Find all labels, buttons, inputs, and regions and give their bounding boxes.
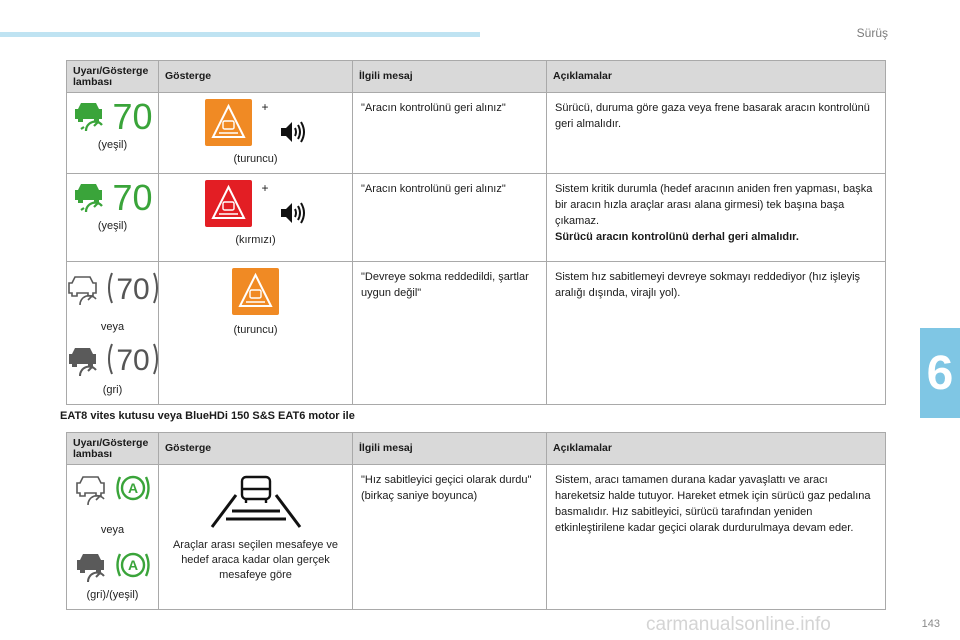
notes-cell: Sistem, aracı tamamen durana kadar yavaşlattı ve aracı hareketsiz halde tutuyor. Hareket etmek için sürücü gaz pedalına basmalıdır. Hız sabitleyici, sürücü tarafından yeniden etkinleştirilene kadar geçici olarak durdurulmaya devam eder. bbox=[547, 465, 886, 610]
lamp-caption: (gri) bbox=[102, 384, 123, 396]
display-caption: Araçlar arası seçilen mesafeye ve hedef araca kadar olan gerçek mesafeye göre bbox=[172, 539, 339, 581]
table-row bbox=[67, 465, 886, 610]
warning-vehicle-icon bbox=[232, 268, 279, 315]
col-header-notes: Açıklamalar bbox=[547, 433, 886, 465]
speed-70-text: 70 bbox=[115, 344, 150, 377]
message-cell: "Aracın kontrolünü geri alınız" bbox=[353, 174, 547, 262]
col-header-lamp: Uyarı/Gösterge lambası bbox=[67, 433, 159, 465]
page-number: 143 bbox=[921, 618, 940, 630]
col-header-notes: Açıklamalar bbox=[547, 61, 886, 93]
table-header-row bbox=[67, 433, 886, 465]
auto-hold-letter: A bbox=[127, 557, 138, 573]
note-text: Sistem hız sabitlemeyi devreye sokmayı reddediyor (hız işleyiş aralığı dışında, virajlı yol). bbox=[555, 271, 861, 299]
speed-setting-outline bbox=[106, 341, 160, 382]
lamp-cell bbox=[67, 93, 159, 174]
display-cell bbox=[159, 262, 353, 405]
auto-hold-icon bbox=[114, 471, 152, 510]
col-header-message: İlgili mesaj bbox=[353, 61, 547, 93]
speed-setting: 70 bbox=[112, 177, 153, 218]
note-bold-text: Sürücü aracın kontrolünü derhal geri almalıdır. bbox=[555, 231, 799, 243]
distance-icon bbox=[206, 522, 306, 534]
cruise-control-icon bbox=[72, 101, 106, 133]
notes-cell bbox=[547, 262, 886, 405]
top-accent-bar bbox=[0, 32, 480, 37]
plus-sign: + bbox=[261, 100, 269, 114]
message-cell: "Aracın kontrolünü geri alınız" bbox=[353, 93, 547, 174]
lamp-caption: (yeşil) bbox=[97, 220, 128, 232]
lamp-cell bbox=[67, 174, 159, 262]
table-row bbox=[67, 262, 886, 405]
section-label: Sürüş bbox=[856, 26, 888, 40]
col-header-display: Gösterge bbox=[159, 61, 353, 93]
warning-vehicle-icon bbox=[205, 180, 252, 227]
note-text: Sistem kritik durumla (hedef aracının aniden fren yapması, başka bir aracın hızla araçlar arası alana girmesi) tek başına başa çıkamaz. bbox=[555, 183, 873, 227]
speed-70-text: 70 bbox=[115, 273, 150, 306]
warning-vehicle-icon bbox=[205, 99, 252, 146]
display-cell bbox=[159, 174, 353, 262]
auto-hold-icon bbox=[114, 548, 152, 587]
display-cell bbox=[159, 465, 353, 610]
col-header-display: Gösterge bbox=[159, 433, 353, 465]
or-text: veya bbox=[100, 321, 125, 333]
lamp-cell bbox=[67, 262, 159, 405]
plus-sign: + bbox=[261, 181, 269, 195]
speed-setting-outline bbox=[106, 270, 160, 311]
table-row bbox=[67, 93, 886, 174]
subheading: EAT8 vites kutusu veya BlueHDi 150 S&S EAT6 motor ile bbox=[60, 410, 355, 422]
display-cell bbox=[159, 93, 353, 174]
cruise-control-icon bbox=[74, 552, 108, 584]
table-header-row bbox=[67, 61, 886, 93]
or-text: veya bbox=[100, 524, 125, 536]
speaker-icon bbox=[278, 199, 306, 227]
col-header-lamp: Uyarı/Gösterge lambası bbox=[67, 61, 159, 93]
watermark: carmanualsonline.info bbox=[646, 614, 831, 635]
message-cell: "Devreye sokma reddedildi, şartlar uygun değil" bbox=[353, 262, 547, 405]
cruise-control-icon bbox=[72, 182, 106, 214]
display-caption: (turuncu) bbox=[233, 324, 278, 336]
table-row bbox=[67, 174, 886, 262]
chapter-tab: 6 bbox=[920, 328, 960, 418]
warning-table-1 bbox=[66, 60, 886, 405]
notes-cell bbox=[547, 93, 886, 174]
lamp-caption: (gri)/(yeşil) bbox=[86, 589, 139, 601]
speaker-icon bbox=[278, 118, 306, 146]
display-caption: (turuncu) bbox=[233, 153, 278, 165]
auto-hold-letter: A bbox=[127, 480, 138, 496]
speed-setting: 70 bbox=[112, 96, 153, 137]
lamp-cell bbox=[67, 465, 159, 610]
cruise-control-icon bbox=[74, 475, 108, 507]
display-caption: (kırmızı) bbox=[235, 234, 276, 246]
message-cell: "Hız sabitleyici geçici olarak durdu" (birkaç saniye boyunca) bbox=[353, 465, 547, 610]
warning-table-2 bbox=[66, 432, 886, 610]
cruise-control-icon bbox=[66, 346, 100, 378]
col-header-message: İlgili mesaj bbox=[353, 433, 547, 465]
notes-cell bbox=[547, 174, 886, 262]
note-text: Sürücü, duruma göre gaza veya frene basarak aracın kontrolünü geri almalıdır. bbox=[555, 102, 870, 130]
cruise-control-icon bbox=[66, 275, 100, 307]
lamp-caption: (yeşil) bbox=[97, 139, 128, 151]
